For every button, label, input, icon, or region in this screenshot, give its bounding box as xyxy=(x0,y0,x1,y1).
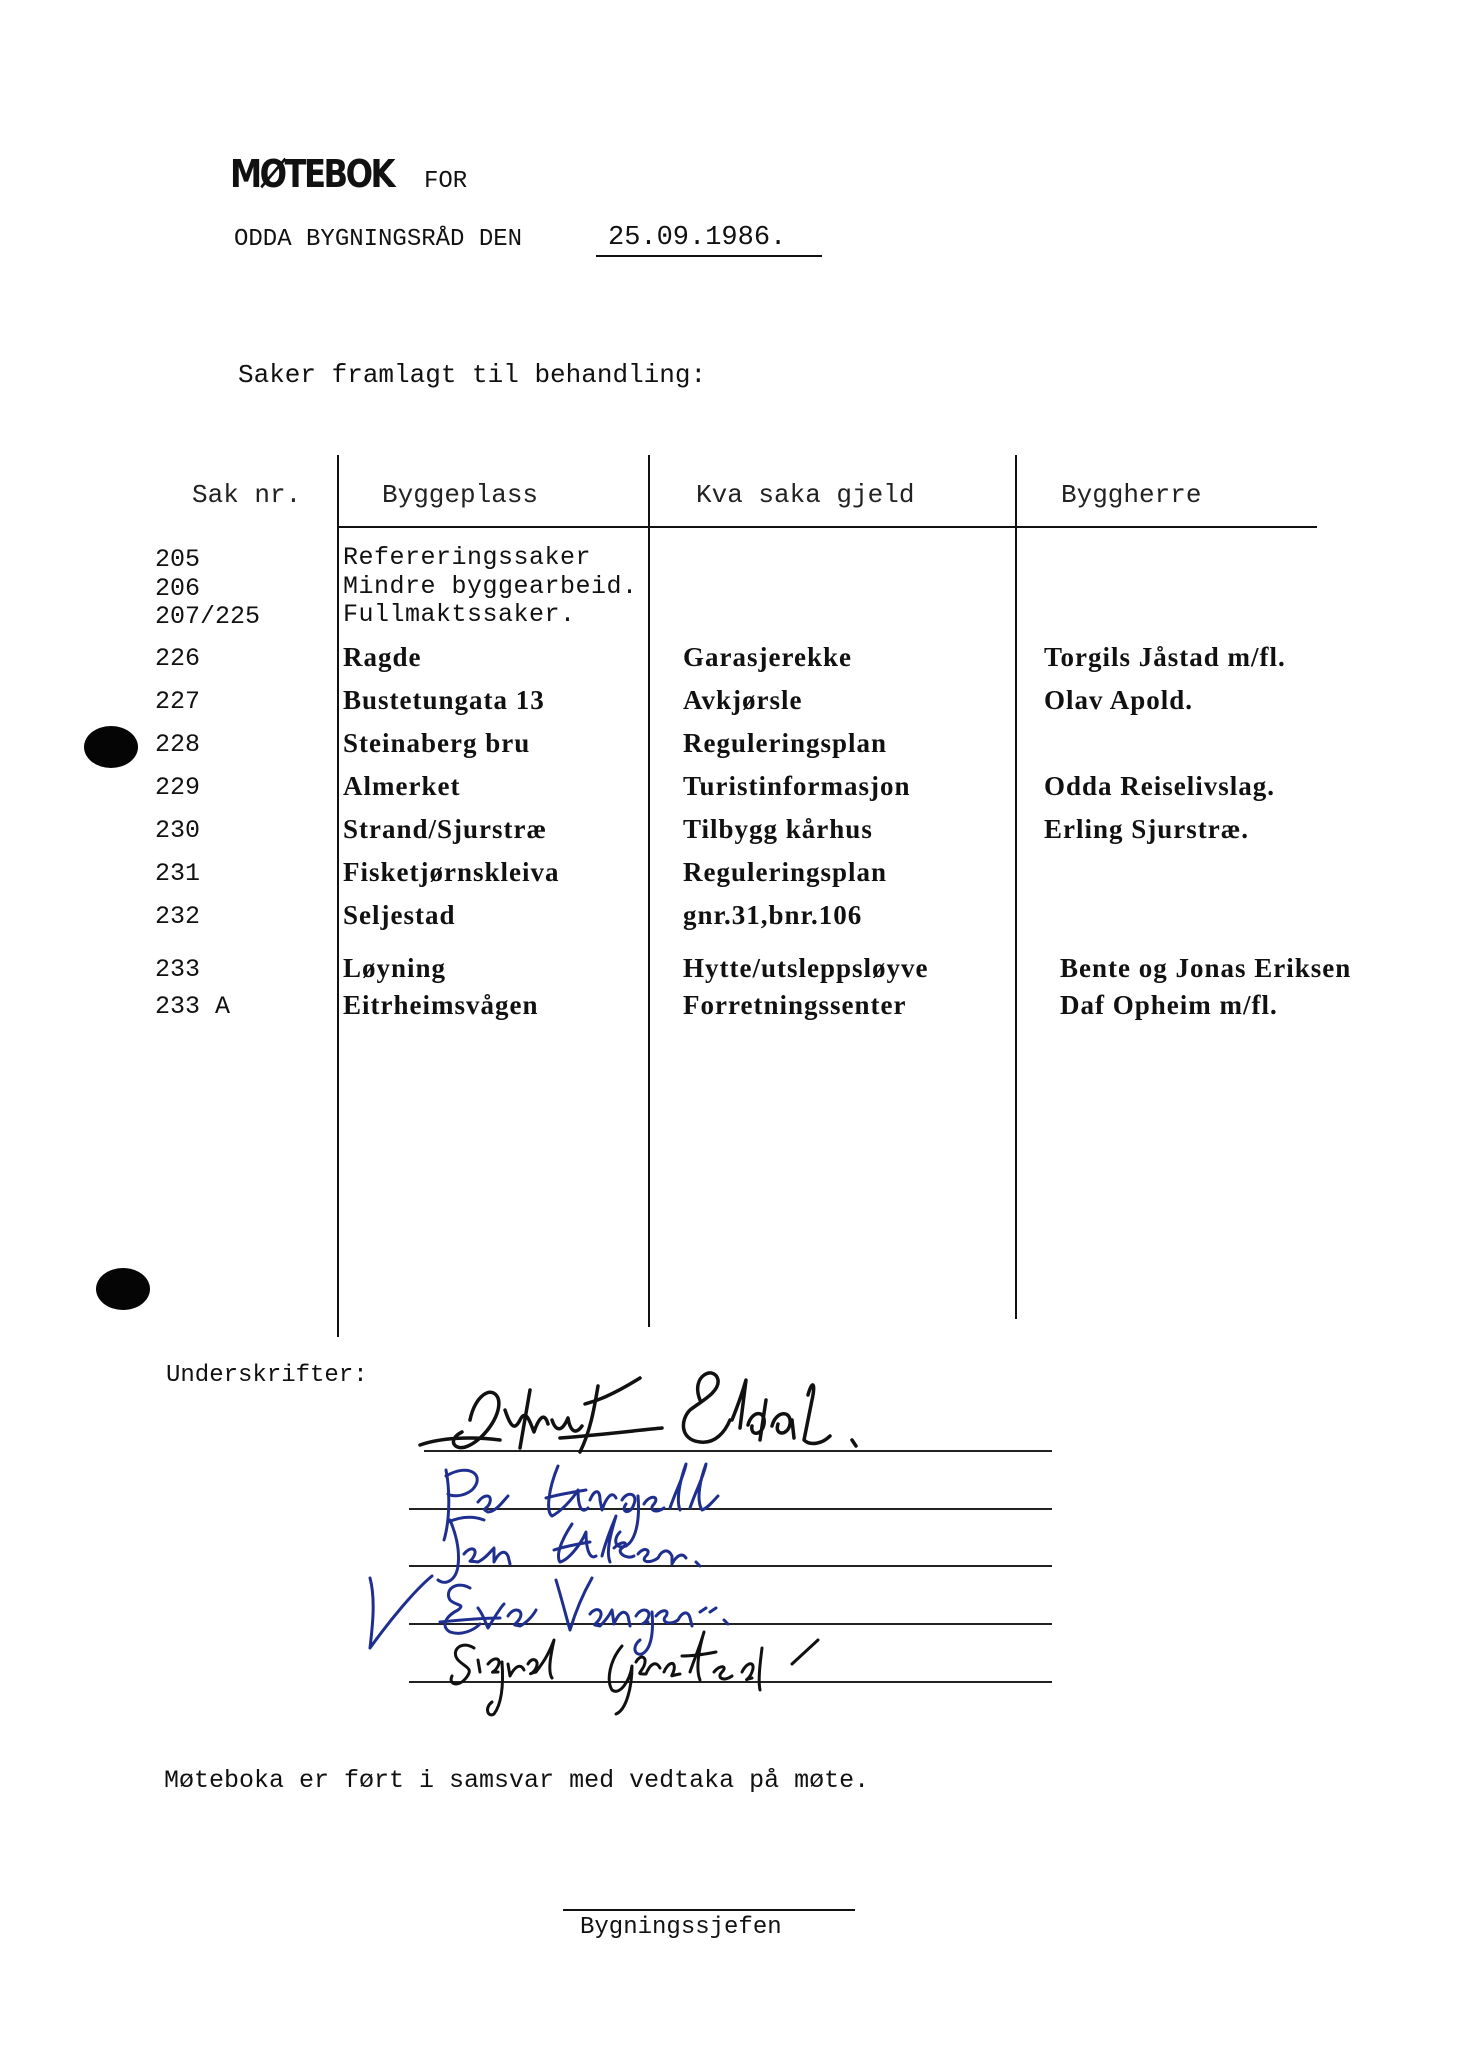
building-site: Fisketjørnskleiva xyxy=(343,857,560,887)
signature-jon-aksen xyxy=(438,1516,700,1582)
building-site: Fullmaktssaker. xyxy=(343,600,576,629)
column-header-sak: Sak nr. xyxy=(192,480,302,510)
case-subject: Hytte/utsleppsløyve xyxy=(683,953,929,983)
builder: Odda Reiselivslag. xyxy=(1044,771,1276,801)
column-header-gjeld: Kva saka gjeld xyxy=(696,480,915,510)
building-site: Eitrheimsvågen xyxy=(343,990,539,1020)
builder: Bente og Jonas Eriksen xyxy=(1060,953,1352,983)
case-number: 205 xyxy=(155,545,201,574)
case-number: 233 xyxy=(155,955,201,984)
case-number: 233 A xyxy=(155,992,231,1021)
case-number: 229 xyxy=(155,773,201,802)
building-site: Strand/Sjurstræ xyxy=(343,814,548,844)
builder: Torgils Jåstad m/fl. xyxy=(1044,642,1286,672)
case-subject: Garasjerekke xyxy=(683,642,852,672)
builder: Erling Sjurstræ. xyxy=(1044,814,1249,844)
title-for: FOR xyxy=(424,168,468,195)
signature-knut-eldal xyxy=(420,1373,856,1452)
signature-eva-vangen xyxy=(370,1576,728,1654)
case-subject: Turistinformasjon xyxy=(683,771,911,801)
case-subject: Avkjørsle xyxy=(683,685,803,715)
signoff-title: Bygningssjefen xyxy=(580,1914,782,1941)
case-number: 207/225 xyxy=(155,602,261,631)
case-subject: Forretningssenter xyxy=(683,990,907,1020)
case-subject: Reguleringsplan xyxy=(683,728,888,758)
closing-statement: Møteboka er ført i samsvar med vedtaka på møte. xyxy=(164,1766,870,1795)
building-site: Almerket xyxy=(343,771,461,801)
case-number: 226 xyxy=(155,644,201,673)
signatures-label: Underskrifter: xyxy=(166,1362,368,1389)
case-number: 230 xyxy=(155,816,201,845)
case-subject: gnr.31,bnr.106 xyxy=(683,900,863,930)
building-site: Seljestad xyxy=(343,900,456,930)
case-number: 228 xyxy=(155,730,201,759)
column-header-byggherre: Byggherre xyxy=(1061,480,1202,510)
building-site: Mindre byggearbeid. xyxy=(343,572,638,601)
case-number: 231 xyxy=(155,859,201,888)
case-subject: Tilbygg kårhus xyxy=(683,814,873,844)
intro-text: Saker framlagt til behandling: xyxy=(238,360,707,390)
builder: Olav Apold. xyxy=(1044,685,1194,715)
case-number: 227 xyxy=(155,687,201,716)
signoff-line xyxy=(563,1909,855,1911)
building-site: Refereringssaker xyxy=(343,543,592,572)
case-number: 232 xyxy=(155,902,201,931)
building-site: Steinaberg bru xyxy=(343,728,531,758)
case-subject: Reguleringsplan xyxy=(683,857,888,887)
meeting-date: 25.09.1986. xyxy=(608,223,787,253)
document-title: MØTEBOK xyxy=(230,152,393,196)
builder: Daf Opheim m/fl. xyxy=(1060,990,1278,1020)
council-line: ODDA BYGNINGSRÅD DEN xyxy=(234,226,523,253)
column-header-byggeplass: Byggeplass xyxy=(382,480,539,510)
case-number: 206 xyxy=(155,574,201,603)
building-site: Bustetungata 13 xyxy=(343,685,545,715)
building-site: Ragde xyxy=(343,642,422,672)
signature-per-angell xyxy=(444,1464,718,1547)
building-site: Løyning xyxy=(343,953,447,983)
